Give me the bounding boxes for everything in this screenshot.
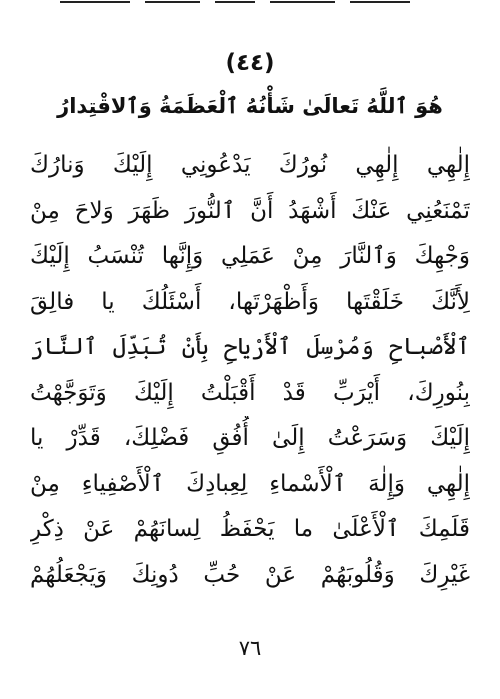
text-line: إِلٰهِي وَإِلٰهَ ٱلْأَسْماءِ لِعِبادِكَ ٱلْأَصْفِياءِ مِنْ	[30, 470, 470, 497]
text-line: ٱلْأَصْباحِ وَمُرْسِلَ ٱلْأَرْياحِ بِأَنْ تُبَدِّلَ ٱلنَّارَ	[30, 334, 470, 360]
text-line: وَجْهِكَ وَٱلنَّارَ مِنْ عَمَلِي وَإِنَّها تُنْسَبُ إِلَيْكَ	[30, 243, 470, 269]
section-number: (٤٤)	[225, 50, 275, 76]
text-line: إِلَيْكَ وَسَرَعْتُ إِلَىٰ أُفُقِ فَضْلِكَ، قَدِّرْ يا	[30, 425, 470, 451]
page-number: ٧٦	[238, 636, 262, 660]
section-title: هُوَ ٱللَّهُ تَعالَىٰ شَأْنُهُ ٱلْعَظَمَةُ وَٱلاقْتِدارُ	[57, 94, 443, 118]
top-edge-rule	[0, 0, 500, 6]
text-line: قَلَمِكَ ٱلْأَعْلَىٰ ما يَحْفَظُ لِسانَهُمْ عَنْ ذِكْرِ	[30, 516, 470, 542]
text-line: لِأَنَّكَ خَلَقْتَها وَأَظْهَرْتَها، أَسْئَلُكَ يا فالِقَ	[30, 288, 470, 315]
text-line: إِلٰهِي إِلٰهِي نُورُكَ يَدْعُونِي إِلَيْكَ وَنارُكَ	[30, 152, 470, 178]
text-line: غَيْرِكَ وَقُلُوبَهُمْ عَنْ حُبِّ دُونِكَ وَيَجْعَلُهُمْ	[30, 561, 470, 588]
text-line: تَمْنَعُنِي عَنْكَ أَشْهَدُ أَنَّ ٱلنُّورَ ظَهَرَ وَلاحَ مِنْ	[30, 197, 470, 224]
prayer-text	[30, 143, 470, 598]
text-line: بِنُورِكَ، أَيْرَبِّ قَدْ أَقْبَلْتُ إِلَيْكَ وَتَوَجَّهْتُ	[30, 379, 470, 406]
